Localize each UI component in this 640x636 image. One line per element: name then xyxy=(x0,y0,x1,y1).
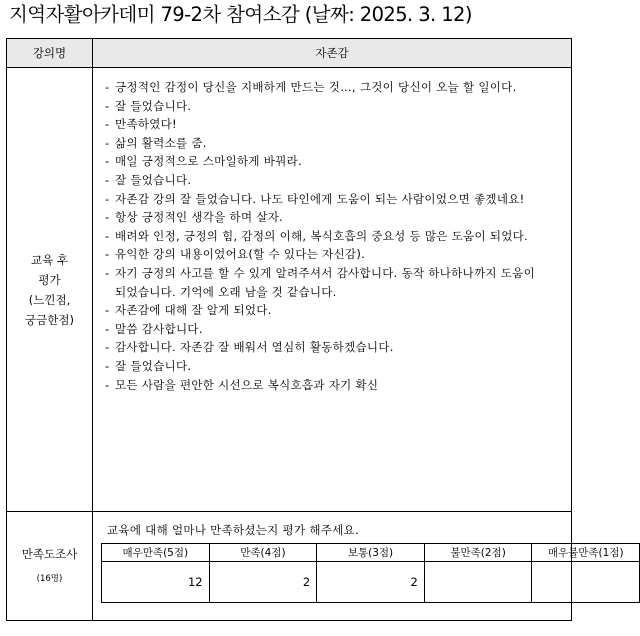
comment-item: - 배려와 인정, 긍정의 힘, 감정의 이해, 복식호흡의 중요성 등 많은 도움이 되었다. xyxy=(105,228,529,243)
comment-text: 자존감에 대해 잘 알게 되었다. xyxy=(115,303,272,318)
comment-item: - 말씀 감사합니다. xyxy=(105,321,203,336)
feedback-label-line: 교육 후 xyxy=(31,252,68,267)
comment-item: - 매일 긍정적으로 스마일하게 바꿔라. xyxy=(105,154,302,169)
rating-label-very-dissatisfied: 매우불만족(1점) xyxy=(532,544,640,562)
survey-question: 교육에 대해 얼마나 만족하셨는지 평가 해주세요. xyxy=(107,523,359,537)
comment-text: 자기 긍정의 사고를 할 수 있게 알려주셔서 감사합니다. 동작 하나하나까지 도움이 되었습니다. 기억에 오래 남을 것 같습니다. xyxy=(115,265,536,299)
comments-cell xyxy=(93,68,572,512)
rating-count-dissatisfied xyxy=(424,562,532,603)
rating-count-satisfied: 2 xyxy=(209,562,317,603)
rating-table xyxy=(101,543,640,603)
comment-item: - 잘 들었습니다. xyxy=(105,358,192,373)
comment-item: - 잘 들었습니다. xyxy=(105,172,192,187)
comment-text: 매일 긍정적으로 스마일하게 바꿔라. xyxy=(115,154,302,169)
rating-count-neutral: 2 xyxy=(317,562,425,603)
comment-item: - 긍정적인 감정이 당신을 지배하게 만드는 것…, 그것이 당신이 오늘 할 일이다. xyxy=(105,80,517,94)
feedback-label xyxy=(7,68,93,512)
lecture-name-value: 자존감 xyxy=(93,39,572,68)
comment-text: 잘 들었습니다. xyxy=(115,98,192,113)
comment-text: 자존감 강의 잘 들었습니다. 나도 타인에게 도움이 되는 사람이었으면 좋겠네요! xyxy=(115,191,525,206)
comment-item: - 만족하였다! xyxy=(105,117,177,132)
feedback-label-line: (느낀점, xyxy=(28,292,71,307)
comment-item: - 항상 긍정적인 생각을 하며 살자. xyxy=(105,210,284,225)
comment-text: 잘 들었습니다. xyxy=(115,358,192,373)
comment-item: - 자존감 강의 잘 들었습니다. 나도 타인에게 도움이 되는 사람이었으면 좋겠네요! xyxy=(105,191,525,206)
comment-item: - 유익한 강의 내용이었어요(할 수 있다는 자신감). xyxy=(105,247,366,262)
rating-header-row xyxy=(102,544,640,562)
rating-label-neutral: 보통(3점) xyxy=(317,544,425,562)
comment-item: - 모든 사람을 편안한 시선으로 복식호흡과 자기 확신 xyxy=(105,377,379,392)
comments-list xyxy=(93,68,571,394)
survey-label-text: 만족도조사 xyxy=(21,546,78,561)
comment-text: 삶의 활력소를 줌. xyxy=(115,135,207,150)
comment-item: - 자존감에 대해 잘 알게 되었다. xyxy=(105,303,272,318)
respondent-count: (16명) xyxy=(36,573,63,584)
rating-label-dissatisfied: 불만족(2점) xyxy=(424,544,532,562)
comment-text: 모든 사람을 편안한 시선으로 복식호흡과 자기 확신 xyxy=(115,377,379,392)
table-header-row xyxy=(7,39,572,68)
rating-count-row xyxy=(102,562,640,603)
feedback-label-line: 평가 xyxy=(38,272,61,287)
survey-row xyxy=(7,512,572,621)
feedback-label-line: 궁금한점) xyxy=(25,312,74,327)
page-title: 지역자활아카데미 79-2차 참여소감 (날짜: 2025. 3. 12) xyxy=(9,3,472,26)
comment-text: 말씀 감사합니다. xyxy=(115,321,203,336)
comment-text: 유익한 강의 내용이었어요(할 수 있다는 자신감). xyxy=(115,247,366,262)
comment-item: - 잘 들었습니다. xyxy=(105,98,192,113)
lecture-name-label: 강의명 xyxy=(7,39,93,68)
comment-text: 긍정적인 감정이 당신을 지배하게 만드는 것…, 그것이 당신이 오늘 할 일이다. xyxy=(115,80,517,94)
feedback-row xyxy=(7,68,572,512)
survey-label xyxy=(7,512,93,621)
comment-item: - 감사합니다. 자존감 잘 배워서 열심히 활동하겠습니다. xyxy=(105,340,394,355)
comment-text: 배려와 인정, 긍정의 힘, 감정의 이해, 복식호흡의 중요성 등 많은 도움이 되었다. xyxy=(115,228,529,243)
comment-text: 잘 들었습니다. xyxy=(115,172,192,187)
comment-text: 만족하였다! xyxy=(115,117,177,132)
rating-count-very-dissatisfied xyxy=(532,562,640,603)
rating-label-satisfied: 만족(4점) xyxy=(209,544,317,562)
comment-item: - 자기 긍정의 사고를 할 수 있게 알려주셔서 감사합니다. 동작 하나하나까지 도움이 되었습니다. 기억에 오래 남을 것 같습니다. xyxy=(105,265,536,299)
comment-item: - 삶의 활력소를 줌. xyxy=(105,135,207,150)
comment-text: 감사합니다. 자존감 잘 배워서 열심히 활동하겠습니다. xyxy=(115,340,394,355)
feedback-table xyxy=(6,38,624,621)
survey-cell xyxy=(93,512,624,621)
rating-count-very-satisfied: 12 xyxy=(102,562,210,603)
comment-text: 항상 긍정적인 생각을 하며 살자. xyxy=(115,210,284,225)
rating-label-very-satisfied: 매우만족(5점) xyxy=(102,544,210,562)
